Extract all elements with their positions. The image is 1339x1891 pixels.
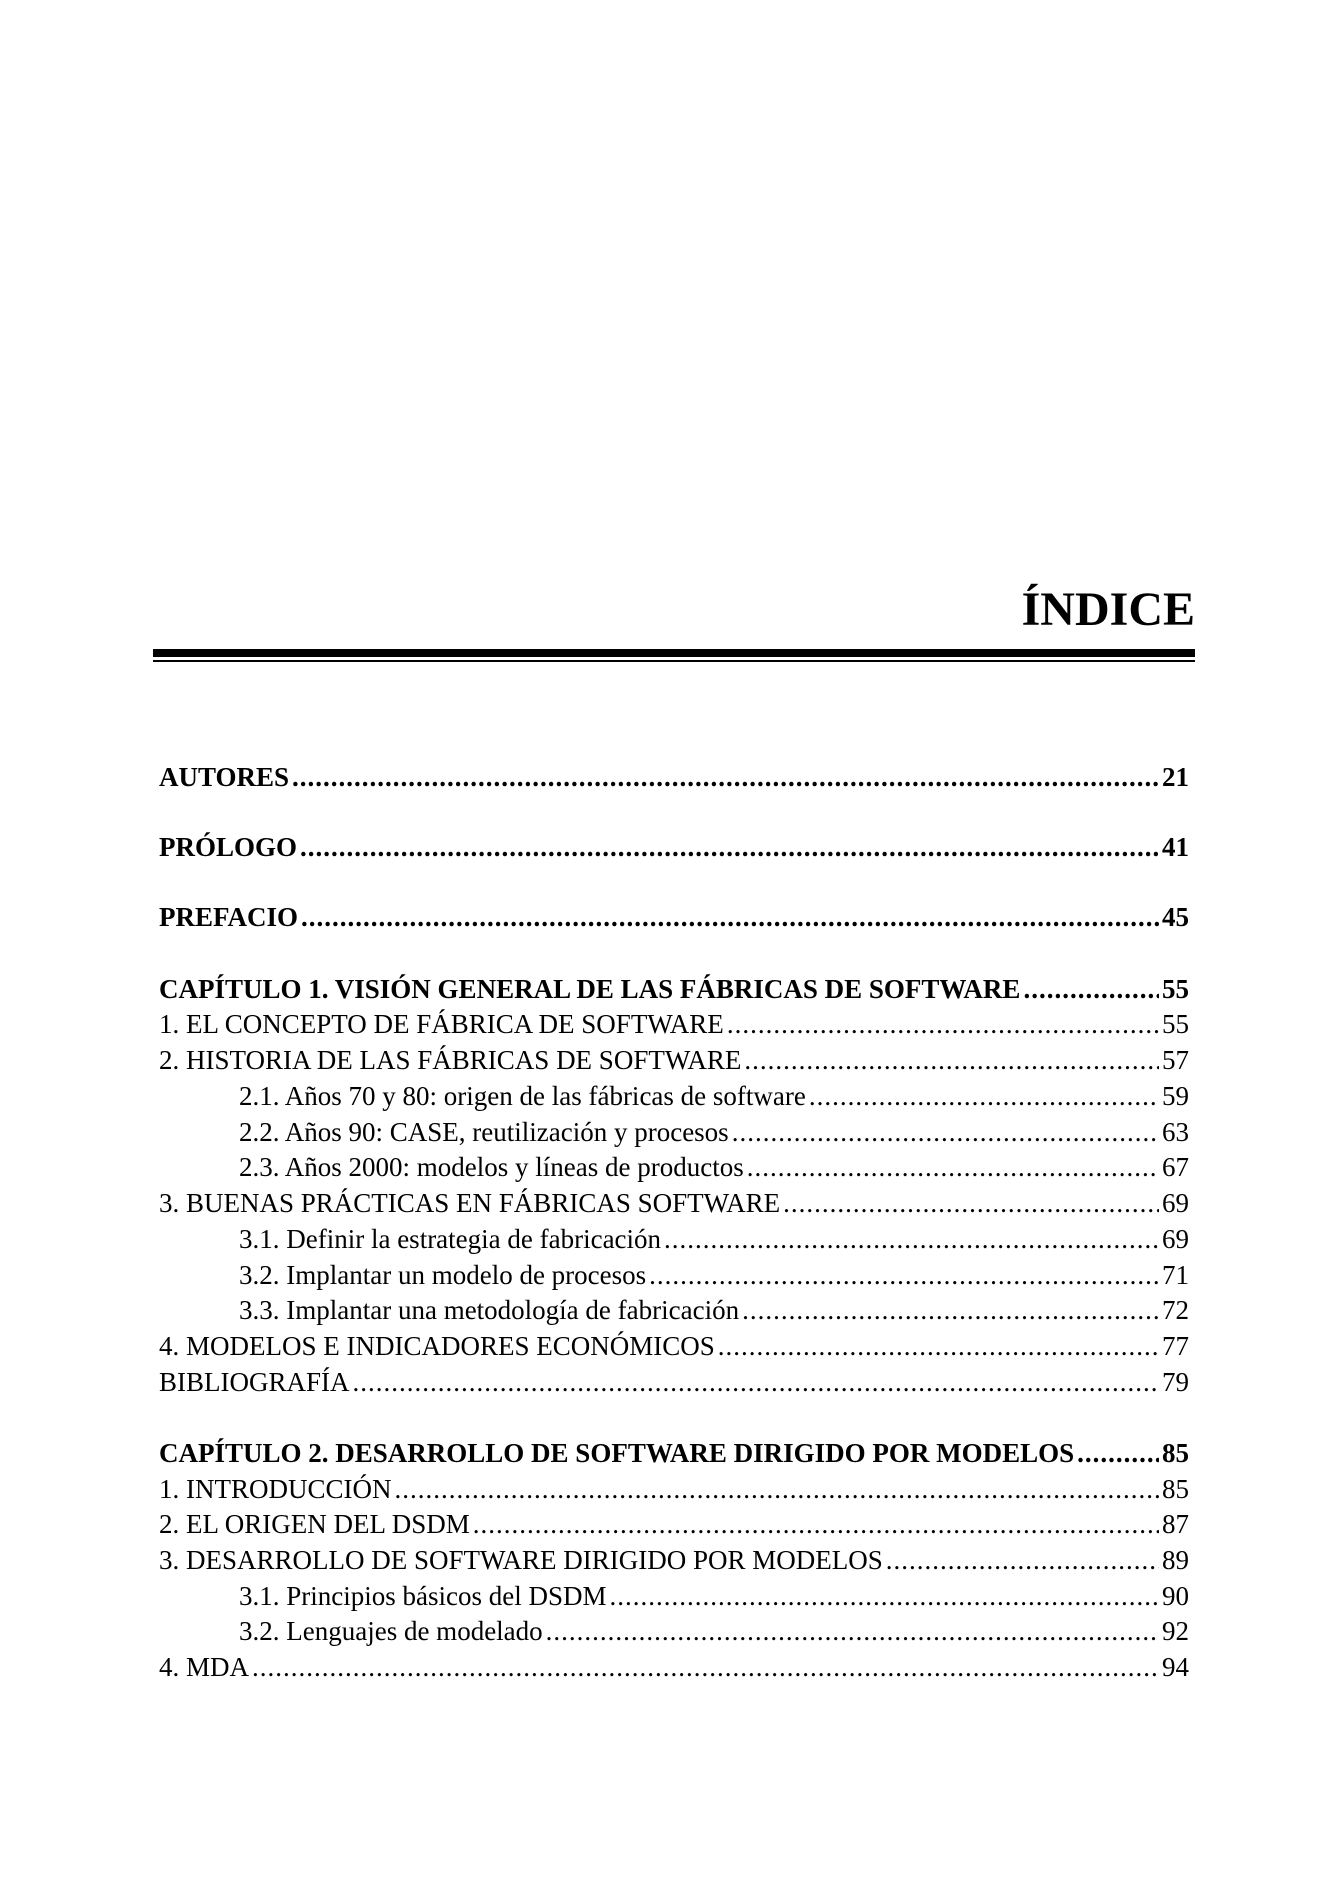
dot-leader bbox=[252, 1650, 1159, 1684]
toc-entry-label: PRÓLOGO bbox=[159, 832, 298, 862]
toc-entry-page: 85 bbox=[1162, 1474, 1189, 1504]
toc-entry-subsection[interactable] bbox=[239, 1258, 1189, 1292]
toc-entry-label: 2.1. Años 70 y 80: origen de las fábricas de software bbox=[239, 1081, 806, 1111]
toc-entry-page: 72 bbox=[1162, 1295, 1189, 1325]
toc-entry-section[interactable] bbox=[159, 1543, 1189, 1577]
toc-entry-label: PREFACIO bbox=[159, 902, 298, 932]
index-heading: ÍNDICE bbox=[1021, 583, 1195, 636]
toc-entry-page: 71 bbox=[1162, 1260, 1189, 1290]
toc-entry-page: 57 bbox=[1162, 1045, 1189, 1075]
toc-entry-label: 3.2. Lenguajes de modelado bbox=[239, 1616, 543, 1646]
toc-entry-subsection[interactable] bbox=[239, 1293, 1189, 1327]
dot-leader bbox=[395, 1472, 1160, 1506]
toc-entry-page: 63 bbox=[1162, 1117, 1189, 1147]
toc-entry-page: 45 bbox=[1162, 902, 1189, 932]
toc-entry-page: 90 bbox=[1162, 1581, 1189, 1611]
dot-leader bbox=[664, 1222, 1159, 1256]
dot-leader bbox=[727, 1007, 1159, 1041]
toc-entry-label: BIBLIOGRAFÍA bbox=[159, 1367, 350, 1397]
dot-leader bbox=[300, 830, 1159, 864]
table-of-contents bbox=[159, 0, 1189, 1891]
toc-entry-page: 94 bbox=[1162, 1652, 1189, 1682]
toc-entry-page: 55 bbox=[1162, 974, 1189, 1004]
toc-entry-label: 3.2. Implantar un modelo de procesos bbox=[239, 1260, 647, 1290]
dot-leader bbox=[732, 1115, 1159, 1149]
toc-entry-section[interactable] bbox=[159, 1186, 1189, 1220]
dot-leader bbox=[1077, 1436, 1159, 1470]
toc-entry-autores[interactable] bbox=[159, 760, 1189, 794]
toc-entry-page: 21 bbox=[1162, 762, 1189, 792]
toc-entry-chapter-2[interactable] bbox=[159, 1436, 1189, 1470]
toc-entry-page: 55 bbox=[1162, 1009, 1189, 1039]
toc-entry-label: 1. INTRODUCCIÓN bbox=[159, 1474, 392, 1504]
toc-entry-page: 87 bbox=[1162, 1509, 1189, 1539]
toc-entry-page: 69 bbox=[1162, 1188, 1189, 1218]
toc-entry-label: 2.2. Años 90: CASE, reutilización y procesos bbox=[239, 1117, 729, 1147]
toc-entry-label: 4. MODELOS E INDICADORES ECONÓMICOS bbox=[159, 1331, 715, 1361]
dot-leader bbox=[747, 1150, 1159, 1184]
toc-entry-label: 3. BUENAS PRÁCTICAS EN FÁBRICAS SOFTWARE bbox=[159, 1188, 781, 1218]
dot-leader bbox=[742, 1293, 1159, 1327]
toc-entry-subsection[interactable] bbox=[239, 1150, 1189, 1184]
toc-entry-section[interactable] bbox=[159, 1472, 1189, 1506]
dot-leader bbox=[546, 1614, 1159, 1648]
toc-entry-page: 89 bbox=[1162, 1545, 1189, 1575]
toc-entry-subsection[interactable] bbox=[239, 1115, 1189, 1149]
toc-entry-label: 3.1. Principios básicos del DSDM bbox=[239, 1581, 607, 1611]
dot-leader bbox=[744, 1043, 1159, 1077]
toc-entry-subsection[interactable] bbox=[239, 1079, 1189, 1113]
toc-entry-label: AUTORES bbox=[159, 762, 290, 792]
toc-entry-label: CAPÍTULO 2. DESARROLLO DE SOFTWARE DIRIGIDO POR MODELOS bbox=[159, 1438, 1075, 1468]
toc-entry-prologo[interactable] bbox=[159, 830, 1189, 864]
toc-entry-subsection[interactable] bbox=[239, 1579, 1189, 1613]
toc-entry-chapter-1[interactable] bbox=[159, 972, 1189, 1006]
dot-leader bbox=[783, 1186, 1159, 1220]
toc-entry-label: CAPÍTULO 1. VISIÓN GENERAL DE LAS FÁBRICAS DE SOFTWARE bbox=[159, 974, 1021, 1004]
toc-entry-page: 41 bbox=[1162, 832, 1189, 862]
dot-leader bbox=[292, 760, 1159, 794]
toc-entry-section[interactable] bbox=[159, 1650, 1189, 1684]
toc-entry-label: 2. HISTORIA DE LAS FÁBRICAS DE SOFTWARE bbox=[159, 1045, 742, 1075]
dot-leader bbox=[353, 1365, 1159, 1399]
toc-entry-subsection[interactable] bbox=[239, 1222, 1189, 1256]
toc-entry-section[interactable] bbox=[159, 1007, 1189, 1041]
toc-entry-prefacio[interactable] bbox=[159, 900, 1189, 934]
toc-entry-page: 77 bbox=[1162, 1331, 1189, 1361]
toc-entry-section[interactable] bbox=[159, 1043, 1189, 1077]
dot-leader bbox=[718, 1329, 1159, 1363]
toc-entry-page: 59 bbox=[1162, 1081, 1189, 1111]
toc-entry-page: 92 bbox=[1162, 1616, 1189, 1646]
toc-entry-page: 85 bbox=[1162, 1438, 1189, 1468]
dot-leader bbox=[649, 1258, 1159, 1292]
toc-entry-page: 69 bbox=[1162, 1224, 1189, 1254]
toc-entry-section[interactable] bbox=[159, 1329, 1189, 1363]
toc-entry-label: 3.1. Definir la estrategia de fabricación bbox=[239, 1224, 662, 1254]
dot-leader bbox=[610, 1579, 1160, 1613]
dot-leader bbox=[301, 900, 1159, 934]
dot-leader bbox=[809, 1079, 1159, 1113]
toc-entry-page: 67 bbox=[1162, 1152, 1189, 1182]
toc-entry-subsection[interactable] bbox=[239, 1614, 1189, 1648]
dot-leader bbox=[1023, 972, 1159, 1006]
toc-entry-label: 1. EL CONCEPTO DE FÁBRICA DE SOFTWARE bbox=[159, 1009, 724, 1039]
toc-entry-label: 4. MDA bbox=[159, 1652, 250, 1682]
toc-entry-bibliografia[interactable] bbox=[159, 1365, 1189, 1399]
toc-entry-page: 79 bbox=[1162, 1367, 1189, 1397]
dot-leader bbox=[473, 1507, 1159, 1541]
toc-entry-label: 3.3. Implantar una metodología de fabricación bbox=[239, 1295, 740, 1325]
toc-entry-label: 2.3. Años 2000: modelos y líneas de productos bbox=[239, 1152, 744, 1182]
dot-leader bbox=[886, 1543, 1159, 1577]
toc-entry-section[interactable] bbox=[159, 1507, 1189, 1541]
toc-entry-label: 3. DESARROLLO DE SOFTWARE DIRIGIDO POR MODELOS bbox=[159, 1545, 883, 1575]
toc-entry-label: 2. EL ORIGEN DEL DSDM bbox=[159, 1509, 470, 1539]
